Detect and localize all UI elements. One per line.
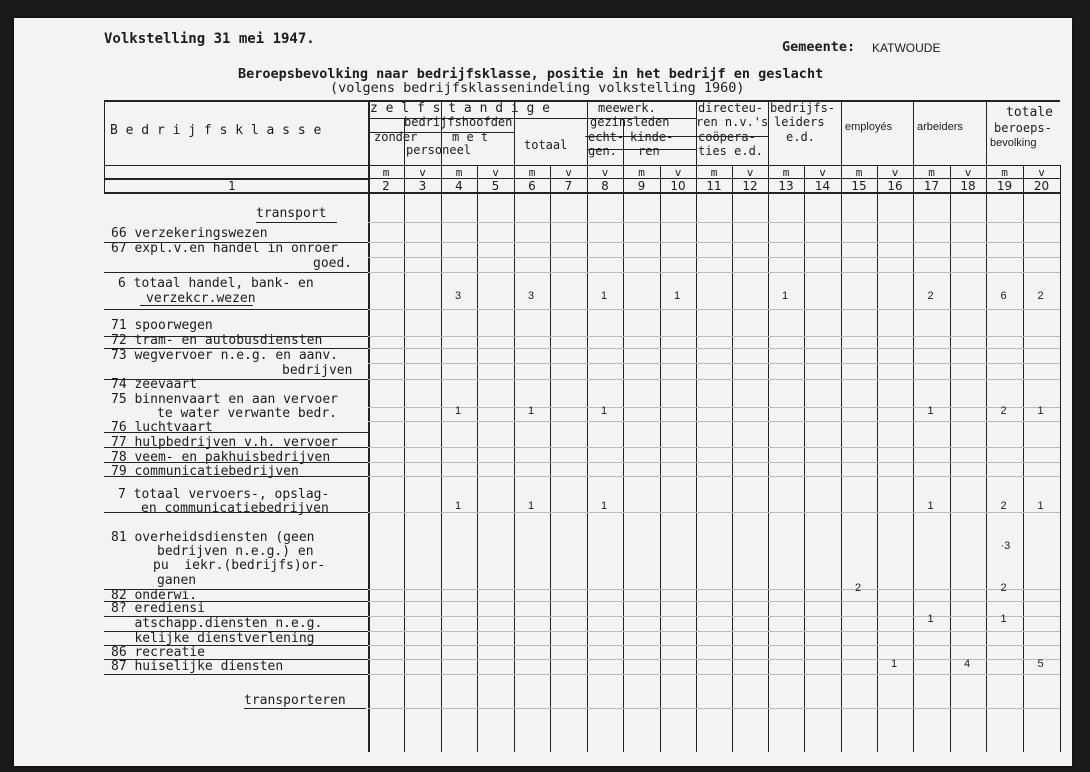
number-row-bottom [104,192,1060,194]
header-personeel: personeel [406,143,472,157]
header-directeuren-3: coöpera- [698,130,756,144]
col-group-line [841,100,842,752]
row-label: 6 totaal handel, bank- en [118,276,314,291]
data-rule [368,476,1060,477]
cell-value: 1 [455,500,462,512]
data-rule [368,407,1060,408]
header-employes: employés [845,121,893,133]
row-label: 78 veem- en pakhuisbedrijven [111,450,331,465]
cell-value: 2 [1000,582,1007,594]
column-number: 12 [742,179,758,193]
data-rule [368,447,1060,448]
header-directeuren-2: ren n.v.'s [696,115,769,129]
column-number: 10 [670,179,686,193]
sex-label: m [928,166,935,179]
row-label: pu iekr.(bedrijfs)or- [153,558,326,573]
data-rule [368,421,1060,422]
cell-value: 1 [1037,500,1044,512]
header-meewerk-2: gezinsleden [590,115,670,129]
column-number: 20 [1033,179,1050,193]
column-number: 13 [778,179,794,193]
row-label: en communicatiebedrijven [141,501,329,516]
cell-value: 1 [927,500,934,512]
sex-label: v [964,166,972,179]
cell-value: 3 [455,290,462,302]
column-number: 17 [923,179,940,193]
data-rule [368,512,1060,513]
data-rule [368,242,1060,243]
header-directeuren-4: ties e.d. [698,144,764,158]
row-separator [104,309,368,310]
sub-col-line [477,165,478,752]
col-group-line [986,100,987,752]
cell-value: 1 [782,290,789,302]
col1-line [104,178,368,180]
column-number: 11 [706,179,722,193]
cell-value: ·3 [1000,540,1011,552]
row-label: 76 luchtvaart [111,420,213,435]
sex-label: m [382,166,390,179]
sub-col-line [550,165,551,752]
col-group-line [913,100,914,752]
column-number: 15 [851,179,867,193]
cell-value: 2 [855,582,862,594]
row-label: 77 hulpbedrijven v.h. vervoer [111,435,338,450]
column-number: 6 [528,179,536,193]
column-number: 19 [996,179,1013,193]
header-echtgen-1: echt- [588,130,625,144]
data-rule [368,462,1060,463]
header-meewerk-1: meewerk. [598,101,656,115]
sub-col-line [804,165,805,752]
sex-label: v [891,166,899,179]
cell-value: 2 [927,290,934,302]
row-label: 74 zeevaart [111,377,198,392]
sex-label: v [492,166,499,179]
header-arbeiders: arbeiders [917,121,963,133]
sex-row-top [104,165,1060,166]
row-label: 87 huiselijke diensten [111,659,284,674]
data-rule [368,601,1060,602]
sub-col-line [877,165,878,752]
sex-label: m [855,166,863,179]
row-label: kelijke dienstverlening [111,631,315,646]
header-kinderen-1: kinde- [630,130,674,144]
data-rule [368,616,1060,617]
row-label: 66 verzekeringswezen [111,226,268,241]
cell-value: 1 [601,290,608,302]
row-label: verzekcr.wezen [146,291,256,306]
column-number: 8 [601,179,609,193]
sub-col-line [732,165,733,752]
sex-label: m [710,166,718,179]
row-label: transporteren [244,693,346,708]
sub-col-line [950,165,951,752]
data-rule [368,336,1060,337]
row-label: 73 wegvervoer n.e.g. en aanv. [111,348,338,363]
cell-value: 1 [891,658,898,670]
data-rule [368,631,1060,632]
header-bedrijfshoofden: bedrijfshoofden [404,115,513,129]
cell-value: 1 [455,405,462,417]
column-number: 5 [491,179,500,193]
sex-label: v [819,166,826,179]
sex-label: v [565,166,572,179]
left-border [104,100,105,192]
data-rule [368,708,1060,709]
data-rule [368,348,1060,349]
row-label: atschapp.diensten n.e.g. [111,616,323,631]
row-label: ganen [157,573,197,588]
sex-label: v [674,166,682,179]
sub-col-line [1060,165,1061,752]
column-number: 1 [228,179,236,193]
row-label: 75 binnenvaart en aan vervoer [111,392,338,407]
header-totale-2: beroeps- [994,121,1052,135]
col-group-line [587,100,588,752]
column-number: 4 [455,179,463,193]
col-group-line [768,100,769,752]
row-separator [256,222,337,223]
data-rule [368,674,1060,675]
sex-label: v [1038,166,1045,179]
row-label: 8? erediensi [111,601,205,616]
row-label: 81 overheidsdiensten (geen [111,530,315,545]
sub-col-line [660,165,661,752]
sex-label: v [746,166,754,179]
row-label: te water verwante bedr. [157,406,338,421]
column-number: 16 [887,179,903,193]
data-rule [368,309,1060,310]
data-rule [368,272,1060,273]
data-rule [368,645,1060,646]
sex-label: v [419,166,426,179]
sex-label: v [601,166,609,179]
col-line-1 [368,100,370,752]
column-number: 3 [418,179,427,193]
data-rule [368,222,1060,223]
sex-label: m [782,166,790,179]
cell-value: 5 [1037,658,1044,670]
row-label: goed. [313,256,353,271]
row-label: 67 expl.v.en handel in onroer [111,241,338,256]
sex-label: m [455,166,463,179]
column-number: 9 [637,179,646,193]
col-group-line [696,100,697,752]
data-rule [368,363,1060,364]
row-label: bedrijven n.e.g.) en [157,544,314,559]
row-label: transport [256,206,327,221]
header-totale-1: totale [1006,105,1053,120]
cell-value: 1 [528,405,535,417]
cell-value: 1 [601,405,608,417]
row-label: bedrijven [282,363,353,378]
cell-value: 1 [927,613,934,625]
cell-value: 1 [674,290,681,302]
header-bedrijfsleiders-1: bedrijfs- [770,101,836,115]
column-number: 18 [960,179,976,193]
census-sheet [14,18,1072,766]
data-rule [368,659,1060,660]
header-zelfstandige: z e l f s t a n d i g e [370,101,551,116]
cell-value: 1 [601,500,608,512]
col-group-line [514,100,515,752]
header-bedrijfsleiders-3: e.d. [786,130,815,144]
row-label: 82 onderwi. [111,588,198,603]
cell-value: 1 [927,405,934,417]
cell-value: 2 [1000,500,1007,512]
sub-col-line [623,165,624,752]
cell-value: 1 [1000,613,1007,625]
header-zonder: zonder [374,130,418,144]
cell-value: 3 [528,290,535,302]
cell-value: 4 [964,658,971,670]
cell-value: 1 [1037,405,1044,417]
header-totaal: totaal [524,138,568,152]
row-separator [104,272,368,273]
row-label: 86 recreatie [111,645,205,660]
row-label: 71 spoorwegen [111,318,213,333]
table-top-line [104,100,1060,102]
cell-value: 1 [528,500,535,512]
cell-value: 6 [1000,290,1007,302]
header-echtgen-2: gen. [588,144,617,158]
data-rule [368,257,1060,258]
header-totale-3: bevolking [990,137,1037,149]
col-group-line [441,100,442,752]
header-bedrijfsleiders-2: leiders [774,115,825,129]
gemeente-label: Gemeente: [782,39,856,55]
data-rule [368,589,1060,590]
column-number: 7 [564,179,573,193]
title-line-2: (volgens bedrijfsklassenindeling volkstelling 1960) [330,80,745,96]
column-number: 2 [382,179,390,193]
cell-value: 2 [1037,290,1044,302]
sex-label: m [528,166,536,179]
column-number: 14 [814,179,831,193]
row-label: 72 tram- en autobusdiensten [111,333,323,348]
title-line-1: Beroepsbevolking naar bedrijfsklasse, positie in het bedrijf en geslacht [238,66,824,82]
data-rule [368,379,1060,380]
cell-value: 2 [1000,405,1007,417]
sub-col-line [404,165,405,752]
header-bedrijfsklasse: B e d r i j f s k l a s s e [110,123,322,138]
row-label: 7 totaal vervoers-, opslag- [118,487,330,502]
sex-label: m [1001,166,1008,179]
header-directeuren-1: directeu- [698,101,764,115]
census-date: Volkstelling 31 mei 1947. [104,31,315,47]
sex-label: m [638,166,645,179]
header-kinderen-2: ren [638,144,660,158]
header-met: m e t [452,130,489,144]
gemeente-value: KATWOUDE [872,41,941,55]
row-label: 79 communicatiebedrijven [111,464,299,479]
sub-col-line [1023,165,1024,752]
